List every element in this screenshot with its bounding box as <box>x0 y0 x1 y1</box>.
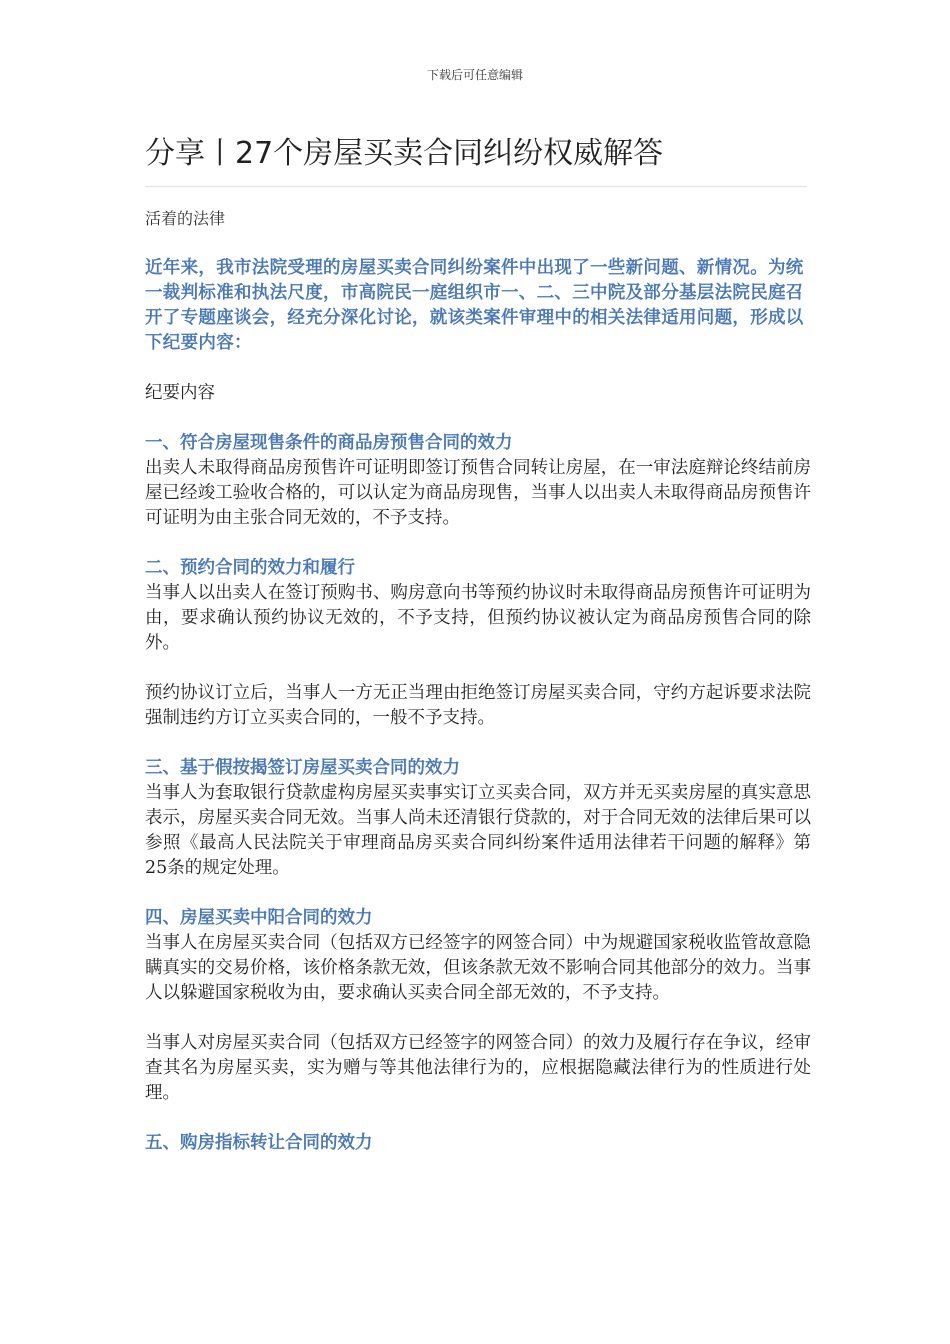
section-heading: 二、预约合同的效力和履行 <box>145 558 355 578</box>
section-1 <box>145 431 811 531</box>
intro-paragraph: 近年来，我市法院受理的房屋买卖合同纠纷案件中出现了一些新问题、新情况。为统一裁判标准和执法尺度，市高院民一庭组织市一、二、三中院及部分基层法院民庭召开了专题座谈会，经充分深化讨论，就该类案件审理中的相关法律适用问题，形成以下纪要内容： <box>145 258 804 353</box>
section-paragraph: 预约协议订立后，当事人一方无正当理由拒绝签订房屋买卖合同，守约方起诉要求法院强制违约方订立买卖合同的，一般不予支持。 <box>145 683 811 728</box>
section-heading: 三、基于假按揭签订房屋买卖合同的效力 <box>145 758 460 778</box>
article-title: 分享丨27个房屋买卖合同纠纷权威解答 <box>145 136 664 171</box>
section-paragraph: 当事人在房屋买卖合同（包括双方已经签字的网签合同）中为规避国家税收监管故意隐瞒真实的交易价格，该价格条款无效，但该条款无效不影响合同其他部分的效力。当事人以躲避国家税收为由，要求确认买卖合同全部无效的，不予支持。 <box>145 933 811 1003</box>
section-2 <box>145 556 811 731</box>
page-header-note: 下载后可任意编辑 <box>426 68 523 82</box>
section-heading: 五、购房指标转让合同的效力 <box>145 1133 373 1153</box>
author-name: 活着的法律 <box>145 209 226 228</box>
section-4 <box>145 906 811 1106</box>
article-body <box>145 256 811 1156</box>
section-paragraph: 当事人为套取银行贷款虚构房屋买卖事实订立买卖合同，双方并无买卖房屋的真实意思表示，房屋买卖合同无效。当事人尚未还清银行贷款的，对于合同无效的法律后果可以参照《最高人民法院关于审理商品房买卖合同纠纷案件适用法律若干问题的解释》第25条的规定处理。 <box>145 783 811 878</box>
section-3 <box>145 756 811 881</box>
section-5 <box>145 1131 811 1156</box>
section-heading: 一、符合房屋现售条件的商品房预售合同的效力 <box>145 433 513 453</box>
title-divider <box>145 186 807 187</box>
section-heading: 四、房屋买卖中阳合同的效力 <box>145 908 373 928</box>
section-paragraph: 当事人对房屋买卖合同（包括双方已经签字的网签合同）的效力及履行存在争议，经审查其名为房屋买卖，实为赠与等其他法律行为的，应根据隐藏法律行为的性质进行处理。 <box>145 1033 811 1103</box>
summary-label: 纪要内容 <box>145 383 215 403</box>
section-paragraph: 出卖人未取得商品房预售许可证明即签订预售合同转让房屋，在一审法庭辩论终结前房屋已经竣工验收合格的，可以认定为商品房现售，当事人以出卖人未取得商品房预售许可证明为由主张合同无效的，不予支持。 <box>145 458 811 528</box>
section-paragraph: 当事人以出卖人在签订预购书、购房意向书等预约协议时未取得商品房预售许可证明为由，要求确认预约协议无效的，不予支持，但预约协议被认定为商品房预售合同的除外。 <box>145 583 811 653</box>
